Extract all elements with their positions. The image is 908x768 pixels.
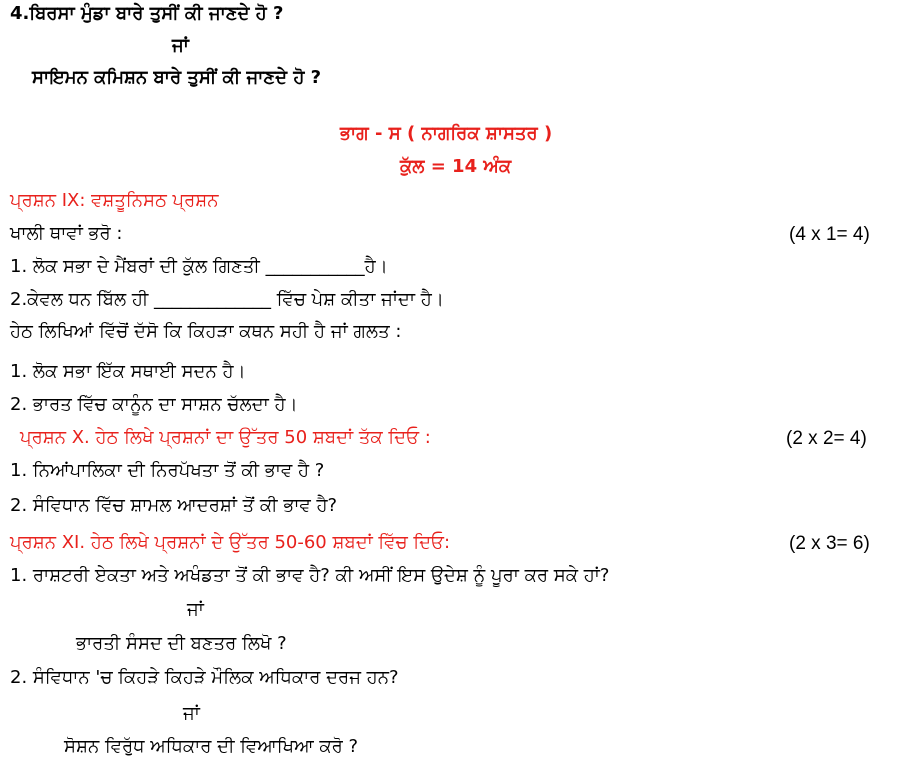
question-4: 4.ਬਿਰਸਾ ਮੁੰਡਾ ਬਾਰੇ ਤੁਸੀਂ ਕੀ ਜਾਣਦੇ ਹੋ ? <box>10 3 284 24</box>
question-11-item-1: 1. ਰਾਸ਼ਟਰੀ ਏਕਤਾ ਅਤੇ ਅਖੰਡਤਾ ਤੋਂ ਕੀ ਭਾਵ ਹੈ? ਕੀ ਅਸੀਂ ਇਸ ਉਦੇਸ਼ ਨੂੰ ਪੂਰਾ ਕਰ ਸਕੇ ਹਾਂ? <box>10 565 610 586</box>
question-11-item-2: 2. ਸੰਵਿਧਾਨ 'ਚ ਕਿਹੜੇ ਕਿਹੜੇ ਮੌਲਿਕ ਅਧਿਕਾਰ ਦਰਜ ਹਨ? <box>10 667 399 688</box>
true-false-instruction: ਹੇਠ ਲਿਖਿਆਂ ਵਿੱਚੋਂ ਦੱਸੋ ਕਿ ਕਿਹੜਾ ਕਥਨ ਸਹੀ ਹੈ ਜਾਂ ਗਲਤ : <box>10 321 402 342</box>
question-10-item-2: 2. ਸੰਵਿਧਾਨ ਵਿੱਚ ਸ਼ਾਮਲ ਆਦਰਸ਼ਾਂ ਤੋਂ ਕੀ ਭਾਵ ਹੈ? <box>10 495 338 516</box>
question-11-item-1-alternate: ਭਾਰਤੀ ਸੰਸਦ ਦੀ ਬਣਤਰ ਲਿਖੋ ? <box>76 633 287 654</box>
question-9-marks: (4 x 1= 4) <box>789 224 870 245</box>
question-9-item-4: 2. ਭਾਰਤ ਵਿੱਚ ਕਾਨੂੰਨ ਦਾ ਸਾਸ਼ਨ ਚੱਲਦਾ ਹੈ। <box>10 394 298 415</box>
or-label: ਜਾਂ <box>187 599 204 620</box>
question-9-item-1: 1. ਲੋਕ ਸਭਾ ਦੇ ਮੈਂਬਰਾਂ ਦੀ ਕੁੱਲ ਗਿਣਤੀ ___________ਹੈ। <box>10 256 388 277</box>
question-11-heading: ਪ੍ਰਸ਼ਨ XI. ਹੇਠ ਲਿਖੇ ਪ੍ਰਸ਼ਨਾਂ ਦੇ ਉੱਤਰ 50-60 ਸ਼ਬਦਾਂ ਵਿੱਚ ਦਿਓ: <box>10 532 451 553</box>
question-4-alternate: ਸਾਇਮਨ ਕਮਿਸ਼ਨ ਬਾਰੇ ਤੁਸੀਂ ਕੀ ਜਾਣਦੇ ਹੋ ? <box>32 67 322 88</box>
fill-in-the-blanks-instruction: ਖਾਲੀ ਥਾਵਾਂ ਭਰੋ : <box>10 223 123 244</box>
question-10-marks: (2 x 2= 4) <box>786 428 867 449</box>
question-11-marks: (2 x 3= 6) <box>789 533 870 554</box>
question-9-heading: ਪ੍ਰਸ਼ਨ IX: ਵਸ਼ਤੂਨਿਸਠ ਪ੍ਰਸ਼ਨ <box>10 190 219 211</box>
question-11-item-2-alternate: ਸੋਸ਼ਨ ਵਿਰੁੱਧ ਅਧਿਕਾਰ ਦੀ ਵਿਆਖਿਆ ਕਰੋ ? <box>64 736 359 757</box>
section-title: ਭਾਗ - ਸ ( ਨਾਗਰਿਕ ਸ਼ਾਸਤਰ ) <box>340 123 553 144</box>
or-label: ਜਾਂ <box>172 35 189 56</box>
section-total-marks: ਕੁੱਲ = 14 ਅੰਕ <box>400 156 512 177</box>
question-10-heading: ਪ੍ਰਸ਼ਨ X. ਹੇਠ ਲਿਖੇ ਪ੍ਰਸ਼ਨਾਂ ਦਾ ਉੱਤਰ 50 ਸ਼ਬਦਾਂ ਤੱਕ ਦਿਓ : <box>20 427 431 448</box>
question-9-item-2: 2.ਕੇਵਲ ਧਨ ਬਿੱਲ ਹੀ _____________ ਵਿੱਚ ਪੇਸ਼ ਕੀਤਾ ਜਾਂਦਾ ਹੈ। <box>10 289 444 310</box>
or-label: ਜਾਂ <box>183 703 200 724</box>
question-9-item-3: 1. ਲੋਕ ਸਭਾ ਇੱਕ ਸਥਾਈ ਸਦਨ ਹੈ। <box>10 361 246 382</box>
question-10-item-1: 1. ਨਿਆਂਪਾਲਿਕਾ ਦੀ ਨਿਰਪੱਖਤਾ ਤੋਂ ਕੀ ਭਾਵ ਹੈ ? <box>10 460 325 481</box>
